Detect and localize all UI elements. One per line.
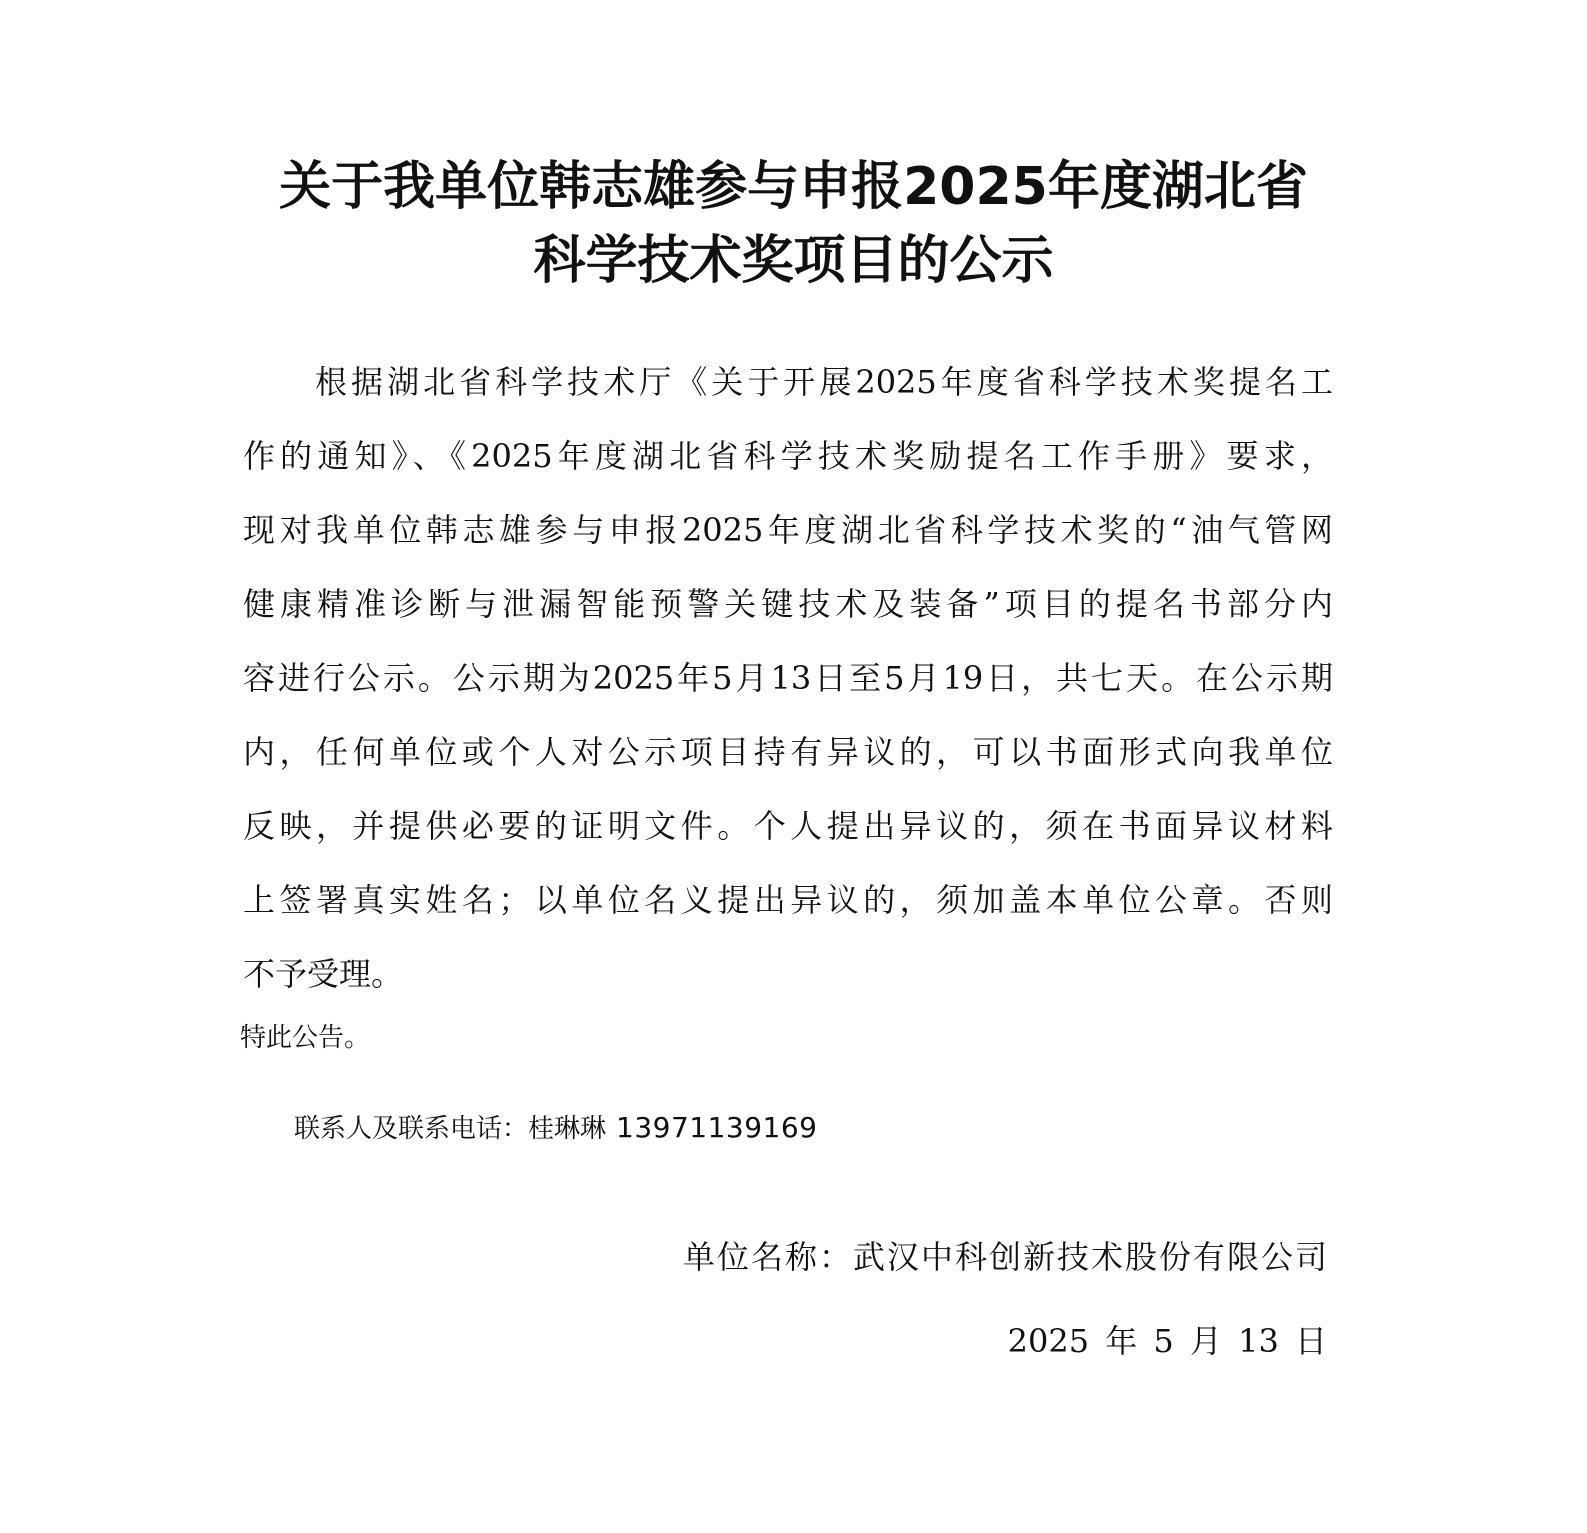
organization-name: 单位名称：武汉中科创新技术股份有限公司	[682, 1238, 1329, 1276]
contact-info	[294, 1106, 817, 1151]
contact-phone: 13971139169	[616, 1111, 818, 1144]
body-line: 反映，并提供必要的证明文件。个人提出异议的，须在书面异议材料	[243, 807, 1333, 845]
body-line: 现对我单位韩志雄参与申报2025年度湖北省科学技术奖的“油气管网	[243, 511, 1333, 549]
body-line: 内，任何单位或个人对公示项目持有异议的，可以书面形式向我单位	[243, 733, 1333, 771]
body-line: 根据湖北省科学技术厅《关于开展2025年度省科学技术奖提名工	[243, 363, 1333, 401]
body-paragraph	[243, 345, 1333, 1011]
body-line: 容进行公示。公示期为2025年5月13日至5月19日，共七天。在公示期	[243, 659, 1333, 697]
body-line: 健康精准诊断与泄漏智能预警关键技术及装备”项目的提名书部分内	[243, 585, 1333, 623]
body-line: 不予受理。	[243, 955, 404, 993]
document-date: 2025 年 5 月 13 日	[1007, 1322, 1327, 1360]
body-line: 上签署真实姓名；以单位名义提出异议的，须加盖本单位公章。否则	[243, 881, 1333, 919]
closing-remark: 特此公告。	[240, 1023, 371, 1053]
title-line-1: 关于我单位韩志雄参与申报2025年度湖北省	[279, 157, 1308, 217]
body-line: 作的通知》、《2025年度湖北省科学技术奖励提名工作手册》要求，	[243, 437, 1333, 475]
contact-label: 联系人及联系电话：桂琳琳	[294, 1114, 607, 1144]
title-line-2: 科学技术奖项目的公示	[533, 231, 1054, 291]
document-title	[200, 150, 1387, 298]
